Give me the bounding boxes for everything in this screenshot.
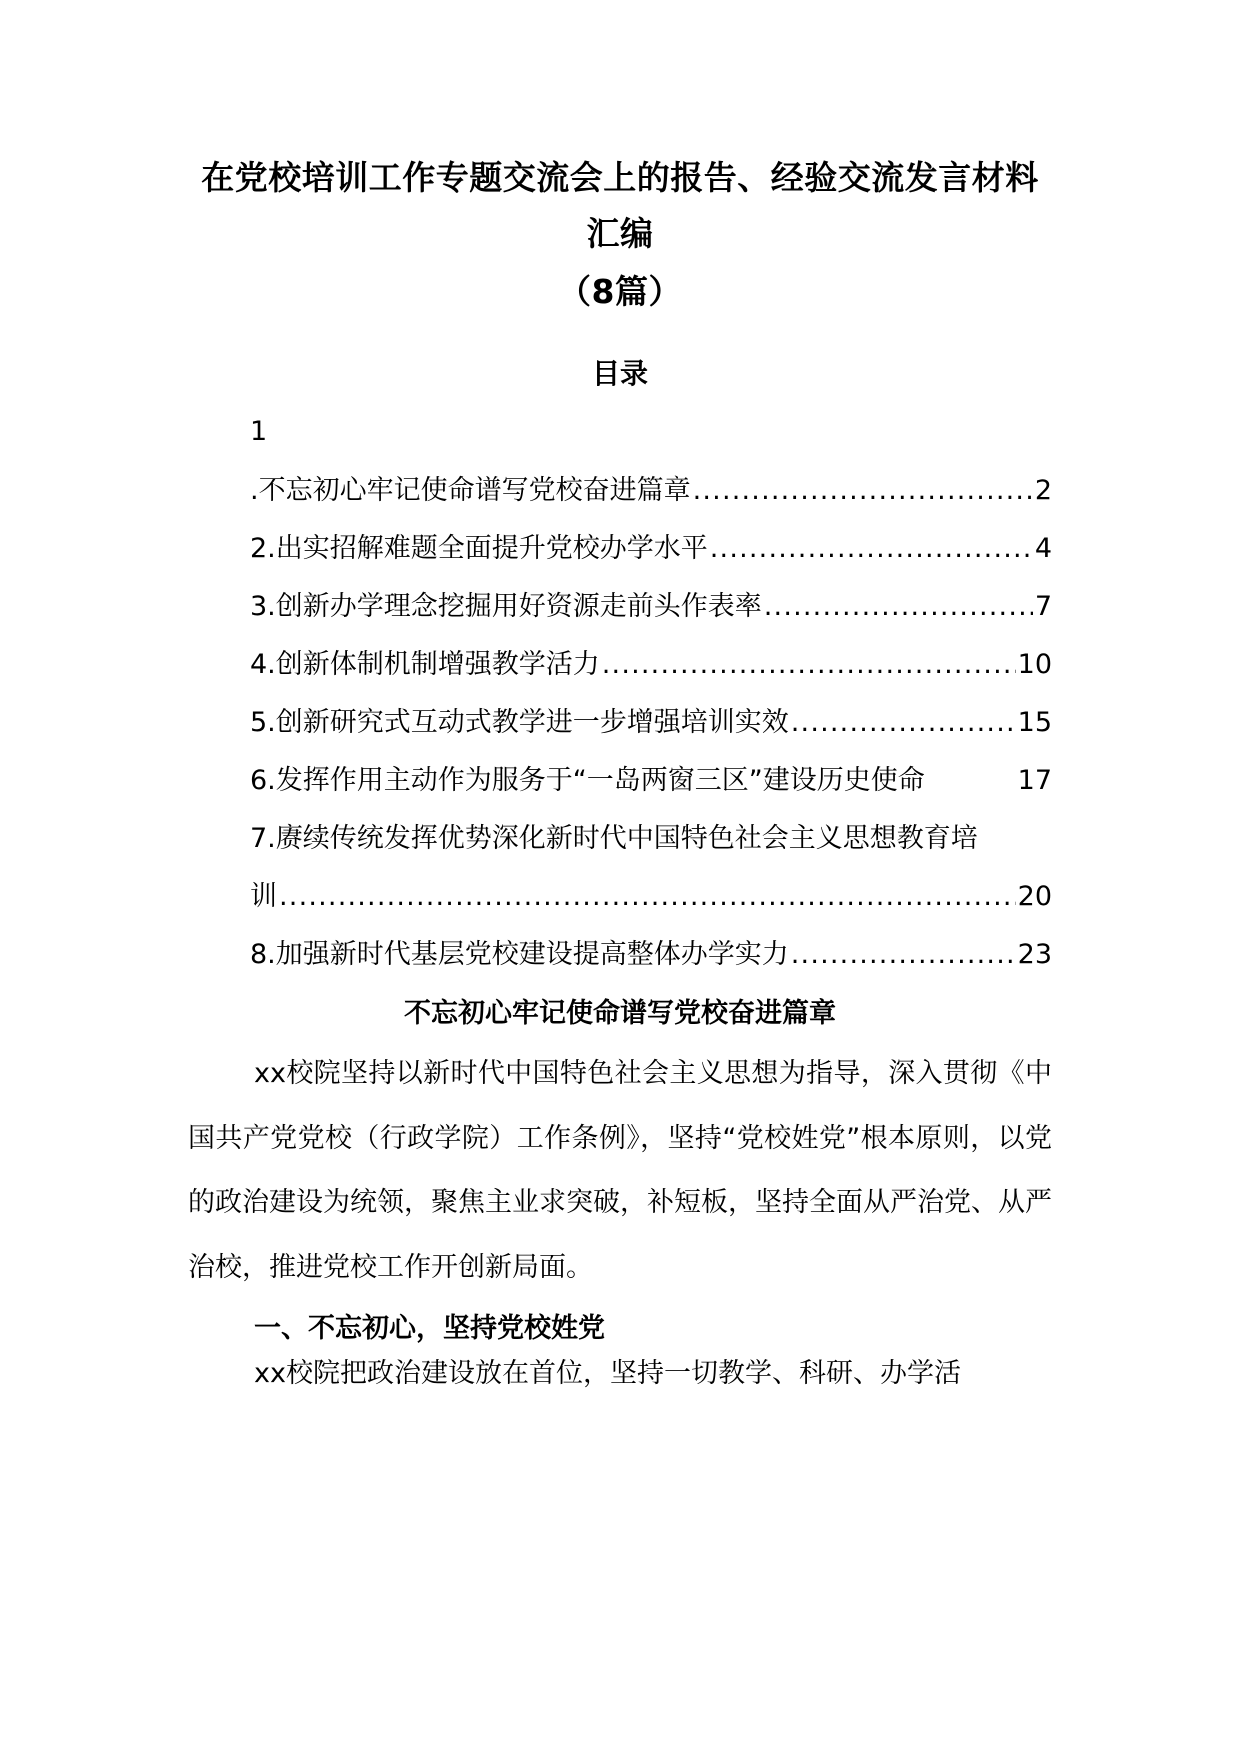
toc-leader <box>710 531 1033 567</box>
toc-entry-label: 5.创新研究式互动式教学进一步增强培训实效 <box>250 707 789 738</box>
toc-entry-label: 2.出实招解难题全面提升党校办学水平 <box>250 533 708 564</box>
toc-entry[interactable] <box>250 647 1052 683</box>
toc-entry-page: 20 <box>1017 881 1052 912</box>
toc-entry[interactable] <box>250 414 1052 450</box>
toc-entry-page: 10 <box>1017 649 1052 680</box>
toc-entry[interactable] <box>250 589 1052 625</box>
document-title-line-2: 汇编 <box>586 214 654 253</box>
toc-entry-label: 4.创新体制机制增强教学活力 <box>250 649 600 680</box>
toc-entry[interactable] <box>250 879 1052 915</box>
toc-entry-label: 7.赓续传统发挥优势深化新时代中国特色社会主义思想教育培 <box>250 823 978 854</box>
toc-entry[interactable] <box>250 937 1052 973</box>
toc-entry-label: 1 <box>250 416 268 447</box>
section-heading: 一、不忘初心，坚持党校姓党 <box>254 1313 605 1344</box>
toc-leader <box>602 647 1016 683</box>
toc-leader <box>279 879 1016 915</box>
toc-leader <box>791 937 1016 973</box>
toc-leader <box>764 589 1033 625</box>
toc-entry-label: .不忘初心牢记使命谱写党校奋进篇章 <box>250 475 691 506</box>
toc-entry-page: 23 <box>1017 939 1052 970</box>
toc-entry[interactable] <box>250 763 1052 799</box>
document-title-count: （8篇） <box>558 272 682 311</box>
toc-entry-label: 训 <box>250 881 277 912</box>
body-paragraph: xx校院把政治建设放在首位，坚持一切教学、科研、办学活 <box>254 1358 961 1389</box>
toc-heading: 目录 <box>591 357 648 390</box>
toc-entry[interactable] <box>250 473 1052 509</box>
toc-entry-label: 8.加强新时代基层党校建设提高整体办学实力 <box>250 939 789 970</box>
document-title-line-1: 在党校培训工作专题交流会上的报告、经验交流发言材料 <box>201 158 1039 197</box>
toc-leader <box>791 705 1016 741</box>
toc-entry-page: 15 <box>1017 707 1052 738</box>
toc-leader <box>693 473 1033 509</box>
article-heading: 不忘初心牢记使命谱写党校奋进篇章 <box>404 998 836 1029</box>
body-paragraph: xx校院坚持以新时代中国特色社会主义思想为指导，深入贯彻《中国共产党党校（行政学院）工作条例》，坚持“党校姓党”根本原则，以党的政治建设为统领，聚焦主业求突破，补短板，坚持全面从严治党、从严治校，推进党校工作开创新局面。 <box>188 1058 1052 1283</box>
toc-entry-page: 4 <box>1034 533 1052 564</box>
toc-entry[interactable] <box>250 821 1052 857</box>
toc-entry-page: 7 <box>1034 591 1052 622</box>
toc-entry-page: 2 <box>1034 475 1052 506</box>
toc-entry-label: 6.发挥作用主动作为服务于“一岛两窗三区”建设历史使命 <box>250 765 925 796</box>
toc-entry-page: 17 <box>1017 765 1052 796</box>
toc-entry[interactable] <box>250 531 1052 567</box>
toc-entry[interactable] <box>250 705 1052 741</box>
toc-entry-label: 3.创新办学理念挖掘用好资源走前头作表率 <box>250 591 762 622</box>
